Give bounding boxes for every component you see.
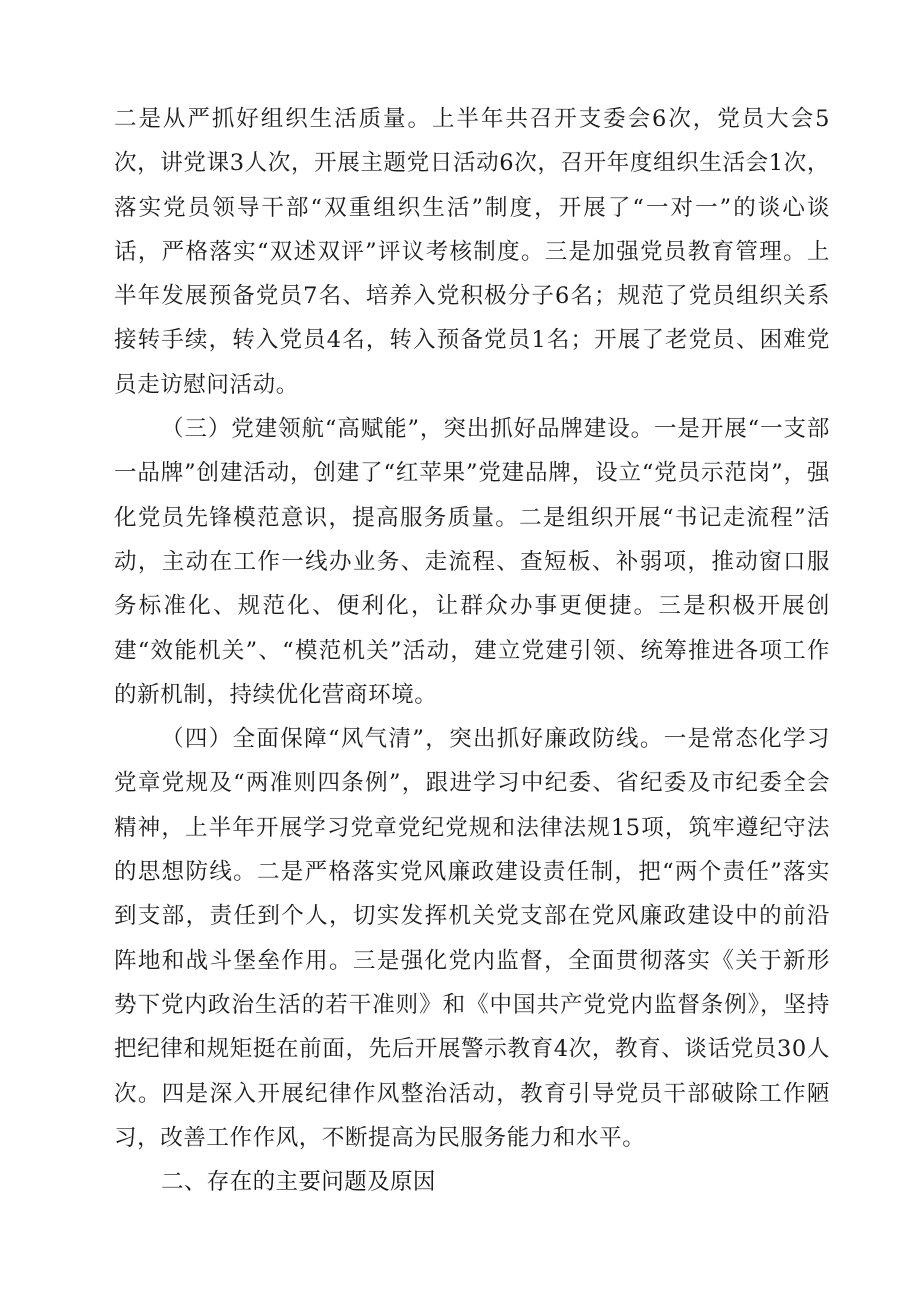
paragraph-organizational-life: 二是从严抓好组织生活质量。上半年共召开支委会6次，党员大会5次，讲党课3人次，开展主题党日活动6次，召开年度组织生活会1次，落实党员领导干部“双重组织生活”制度，开展了“一对一”的谈心谈话，严格落实“双述双评”评议考核制度。三是加强党员教育管理。上半年发展预备党员7名、培养入党积极分子6名；规范了党员组织关系接转手续，转入党员4名，转入预备党员1名；开展了老党员、困难党员走访慰问活动。 <box>114 106 830 398</box>
document-body <box>114 97 830 1204</box>
paragraph-integrity-defense: （四）全面保障“风气清”，突出抓好廉政防线。一是常态化学习党章党规及“两准则四条例”，跟进学习中纪委、省纪委及市纪委全会精神，上半年开展学习党章党纪党规和法律法规15项，筑牢遵纪守法的思想防线。二是严格落实党风廉政建设责任制，把“两个责任”落实到支部，责任到个人，切实发挥机关党支部在党风廉政建设中的前沿阵地和战斗堡垒作用。三是强化党内监督，全面贯彻落实《关于新形势下党内政治生活的若干准则》和《中国共产党党内监督条例》，坚持把纪律和规矩挺在前面，先后开展警示教育4次，教育、谈话党员30人次。四是深入开展纪律作风整治活动，教育引导党员干部破除工作陋习，改善工作作风，不断提高为民服务能力和水平。 <box>114 726 830 1151</box>
section-heading-problems: 二、存在的主要问题及原因 <box>161 1169 436 1196</box>
paragraph-brand-building: （三）党建领航“高赋能”，突出抓好品牌建设。一是开展“一支部一品牌”创建活动，创建了“红苹果”党建品牌，设立“党员示范岗”，强化党员先锋模范意识，提高服务质量。二是组织开展“书记走流程”活动，主动在工作一线办业务、走流程、查短板、补弱项，推动窗口服务标准化、规范化、便利化，让群众办事更便捷。三是积极开展创建“效能机关”、“模范机关”活动，建立党建引领、统筹推进各项工作的新机制，持续优化营商环境。 <box>114 416 830 708</box>
